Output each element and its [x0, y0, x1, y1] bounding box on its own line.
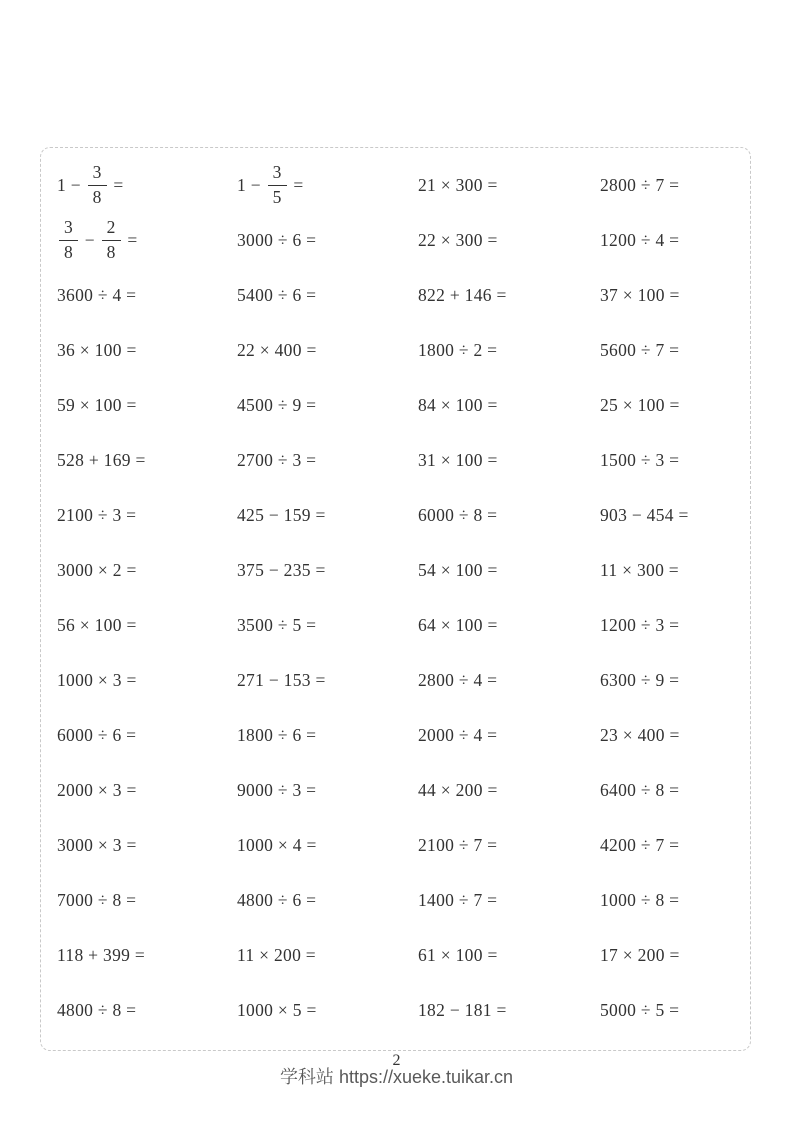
- math-text: 54 × 100 =: [418, 560, 498, 580]
- math-text: 17 × 200 =: [600, 945, 680, 965]
- math-text: 903 − 454 =: [600, 505, 689, 525]
- math-text: 5000 ÷ 5 =: [600, 1000, 680, 1020]
- math-text: 64 × 100 =: [418, 615, 498, 635]
- math-text: 6000 ÷ 8 =: [418, 505, 498, 525]
- math-text: 425 − 159 =: [237, 505, 326, 525]
- math-problem: [57, 433, 237, 488]
- math-text: =: [108, 175, 124, 195]
- math-problem: [600, 323, 750, 378]
- math-problem: [57, 268, 237, 323]
- math-problem: [57, 928, 237, 983]
- math-text: 271 − 153 =: [237, 670, 326, 690]
- math-text: 25 × 100 =: [600, 395, 680, 415]
- math-problem: [418, 763, 600, 818]
- math-problem: [57, 708, 237, 763]
- math-text: 2100 ÷ 7 =: [418, 835, 498, 855]
- math-problem: [57, 598, 237, 653]
- math-text: 1200 ÷ 3 =: [600, 615, 680, 635]
- math-text: 1000 × 4 =: [237, 835, 317, 855]
- math-problem: [600, 543, 750, 598]
- math-problem: [600, 763, 750, 818]
- math-problem: [57, 323, 237, 378]
- math-problem: [57, 213, 237, 268]
- math-problem: [57, 818, 237, 873]
- math-problem: [418, 983, 600, 1038]
- math-problem: [237, 433, 418, 488]
- math-text: 1800 ÷ 2 =: [418, 340, 498, 360]
- math-problem: [600, 598, 750, 653]
- math-problem: [237, 708, 418, 763]
- math-problem: [418, 653, 600, 708]
- math-text: 4800 ÷ 8 =: [57, 1000, 137, 1020]
- math-text: 2800 ÷ 7 =: [600, 175, 680, 195]
- math-problem: [418, 488, 600, 543]
- math-problem: [418, 323, 600, 378]
- math-problem: [237, 543, 418, 598]
- problems-grid: [41, 148, 750, 1038]
- math-problem: [57, 653, 237, 708]
- math-text: 1000 × 5 =: [237, 1000, 317, 1020]
- math-text: =: [122, 230, 138, 250]
- math-problem: [57, 488, 237, 543]
- math-problem: [57, 378, 237, 433]
- math-text: 9000 ÷ 3 =: [237, 780, 317, 800]
- math-text: 182 − 181 =: [418, 1000, 507, 1020]
- math-problem: [237, 598, 418, 653]
- math-text: 31 × 100 =: [418, 450, 498, 470]
- math-problem: [600, 873, 750, 928]
- math-problem: [57, 873, 237, 928]
- math-problem: [418, 818, 600, 873]
- math-problem: [237, 268, 418, 323]
- math-text: 3000 × 2 =: [57, 560, 137, 580]
- math-text: 5400 ÷ 6 =: [237, 285, 317, 305]
- math-text: 1800 ÷ 6 =: [237, 725, 317, 745]
- math-problem: [418, 543, 600, 598]
- math-text: =: [288, 175, 304, 195]
- math-text: 36 × 100 =: [57, 340, 137, 360]
- math-problem: [237, 488, 418, 543]
- math-problem: [600, 488, 750, 543]
- math-text: 3000 ÷ 6 =: [237, 230, 317, 250]
- math-problem: [418, 598, 600, 653]
- math-text: 37 × 100 =: [600, 285, 680, 305]
- math-text: 1000 ÷ 8 =: [600, 890, 680, 910]
- math-text: 23 × 400 =: [600, 725, 680, 745]
- math-text: 1 −: [237, 175, 266, 195]
- math-problem: [237, 213, 418, 268]
- math-text: 6300 ÷ 9 =: [600, 670, 680, 690]
- math-text: 4800 ÷ 6 =: [237, 890, 317, 910]
- math-problem: [57, 543, 237, 598]
- math-problem: [600, 983, 750, 1038]
- math-text: 56 × 100 =: [57, 615, 137, 635]
- math-text: 2000 × 3 =: [57, 780, 137, 800]
- math-problem: [600, 818, 750, 873]
- fraction: $\frac{3}{8}$: [88, 162, 107, 209]
- math-problem: [418, 928, 600, 983]
- math-problem: [418, 433, 600, 488]
- math-problem: [237, 378, 418, 433]
- math-problem: [600, 378, 750, 433]
- math-problem: [600, 213, 750, 268]
- math-problem: [237, 818, 418, 873]
- math-text: 1200 ÷ 4 =: [600, 230, 680, 250]
- math-problem: [418, 158, 600, 213]
- math-problem: [600, 433, 750, 488]
- math-text: 4500 ÷ 9 =: [237, 395, 317, 415]
- math-problem: [600, 268, 750, 323]
- math-text: 7000 ÷ 8 =: [57, 890, 137, 910]
- math-problem: [57, 763, 237, 818]
- math-problem: [237, 158, 418, 213]
- math-problem: [237, 323, 418, 378]
- math-problem: [57, 158, 237, 213]
- math-text: 1500 ÷ 3 =: [600, 450, 680, 470]
- math-text: 2100 ÷ 3 =: [57, 505, 137, 525]
- site-footer-text: 学科站 https://xueke.tuikar.cn: [279, 1067, 514, 1087]
- math-text: 1000 × 3 =: [57, 670, 137, 690]
- math-text: 2700 ÷ 3 =: [237, 450, 317, 470]
- math-text: 84 × 100 =: [418, 395, 498, 415]
- math-problem: [237, 763, 418, 818]
- math-text: 5600 ÷ 7 =: [600, 340, 680, 360]
- math-text: 3600 ÷ 4 =: [57, 285, 137, 305]
- math-problem: [237, 653, 418, 708]
- math-text: 3500 ÷ 5 =: [237, 615, 317, 635]
- fraction: $\frac{2}{8}$: [102, 217, 121, 264]
- page-number: 2: [392, 1052, 401, 1069]
- math-problem: [418, 213, 600, 268]
- math-text: 2000 ÷ 4 =: [418, 725, 498, 745]
- math-problem: [418, 708, 600, 763]
- math-text: 59 × 100 =: [57, 395, 137, 415]
- math-text: 1400 ÷ 7 =: [418, 890, 498, 910]
- math-text: 822 + 146 =: [418, 285, 507, 305]
- fraction: $\frac{3}{8}$: [59, 217, 78, 264]
- fraction: $\frac{3}{5}$: [268, 162, 287, 209]
- math-text: 6400 ÷ 8 =: [600, 780, 680, 800]
- math-text: 3000 × 3 =: [57, 835, 137, 855]
- math-problem: [418, 378, 600, 433]
- math-text: 4200 ÷ 7 =: [600, 835, 680, 855]
- math-text: 1 −: [57, 175, 86, 195]
- math-problem: [418, 873, 600, 928]
- math-text: 22 × 300 =: [418, 230, 498, 250]
- math-problem: [600, 158, 750, 213]
- math-problem: [237, 873, 418, 928]
- math-problem: [600, 653, 750, 708]
- math-problem: [237, 928, 418, 983]
- math-problem: [600, 928, 750, 983]
- math-text: 44 × 200 =: [418, 780, 498, 800]
- math-problem: [57, 983, 237, 1038]
- math-problem: [600, 708, 750, 763]
- worksheet-box: [40, 147, 751, 1051]
- math-text: 6000 ÷ 6 =: [57, 725, 137, 745]
- math-text: 21 × 300 =: [418, 175, 498, 195]
- math-text: 22 × 400 =: [237, 340, 317, 360]
- math-text: 11 × 200 =: [237, 945, 316, 965]
- math-text: 118 + 399 =: [57, 945, 146, 965]
- math-text: 61 × 100 =: [418, 945, 498, 965]
- math-text: −: [80, 230, 100, 250]
- math-problem: [237, 983, 418, 1038]
- math-problem: [418, 268, 600, 323]
- math-text: 528 + 169 =: [57, 450, 146, 470]
- math-text: 2800 ÷ 4 =: [418, 670, 498, 690]
- math-text: 375 − 235 =: [237, 560, 326, 580]
- math-text: 11 × 300 =: [600, 560, 679, 580]
